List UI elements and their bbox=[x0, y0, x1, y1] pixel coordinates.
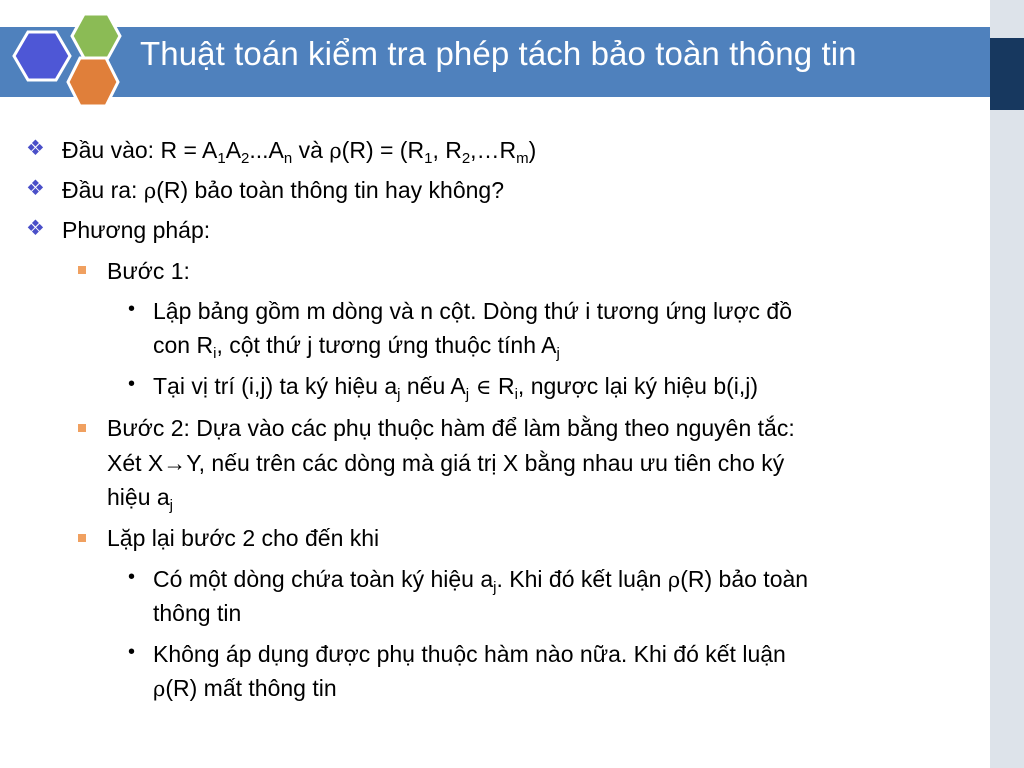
right-decor-block bbox=[990, 38, 1024, 110]
diamond-bullet-icon: ❖ bbox=[26, 177, 45, 200]
dot-bullet-icon: • bbox=[128, 373, 136, 395]
case2-line1: Không áp dụng được phụ thuộc hàm nào nữa. Khi đó kết luận bbox=[153, 641, 786, 667]
dot-bullet-icon: • bbox=[128, 566, 136, 588]
step2-line3: hiệu $a_j$ bbox=[107, 484, 174, 514]
square-bullet-icon bbox=[78, 266, 86, 274]
step2-line2: Xét X→Y, nếu trên các dòng mà giá trị X bằng nhau ưu tiên cho ký bbox=[107, 450, 785, 476]
diamond-bullet-icon: ❖ bbox=[26, 137, 45, 160]
square-bullet-icon bbox=[78, 424, 86, 432]
step1-a-line2: con $R_i$, cột thứ j tương ứng thuộc tính $A_j$ bbox=[153, 332, 560, 362]
dot-bullet-icon: • bbox=[128, 641, 136, 663]
step1-a-line1: Lập bảng gồm m dòng và n cột. Dòng thứ i tương ứng lược đồ bbox=[153, 298, 793, 324]
dot-bullet-icon: • bbox=[128, 298, 136, 320]
hexagon-orange bbox=[68, 58, 118, 106]
right-decor-strip bbox=[990, 0, 1024, 768]
case1-line1: Có một dòng chứa toàn ký hiệu $a_j$. Khi đó kết luận ρ(R) bảo toàn bbox=[153, 566, 809, 596]
square-bullet-icon bbox=[78, 534, 86, 542]
slide-title: Thuật toán kiểm tra phép tách bảo toàn thông tin bbox=[140, 35, 857, 72]
repeat-line: Lặp lại bước 2 cho đến khi bbox=[107, 525, 380, 551]
step1-line: Bước 1: bbox=[107, 258, 190, 284]
method-line: Phương pháp: bbox=[62, 217, 211, 243]
step2-line1: Bước 2: Dựa vào các phụ thuộc hàm để làm bằng theo nguyên tắc: bbox=[107, 415, 795, 441]
case1-line2: thông tin bbox=[153, 600, 242, 626]
output-line: Đầu ra: ρ(R) bảo toàn thông tin hay không? bbox=[62, 177, 504, 203]
diamond-bullet-icon: ❖ bbox=[26, 217, 45, 240]
case2-line2: ρ(R) mất thông tin bbox=[153, 675, 337, 701]
hexagon-blue bbox=[14, 32, 70, 80]
input-line: Đầu vào: $R = A_1A_2...A_n$ và $\rho(R) = (R_1$, $R_2,\dots R_m$) bbox=[62, 137, 537, 167]
hexagon-logo bbox=[10, 6, 130, 116]
hexagon-green bbox=[72, 14, 120, 58]
step1-b-line: Tại vị trí (i,j) ta ký hiệu $a_j$ nếu $A_j$ ∈ $R_i$, ngược lại ký hiệu b(i,j) bbox=[153, 373, 759, 403]
